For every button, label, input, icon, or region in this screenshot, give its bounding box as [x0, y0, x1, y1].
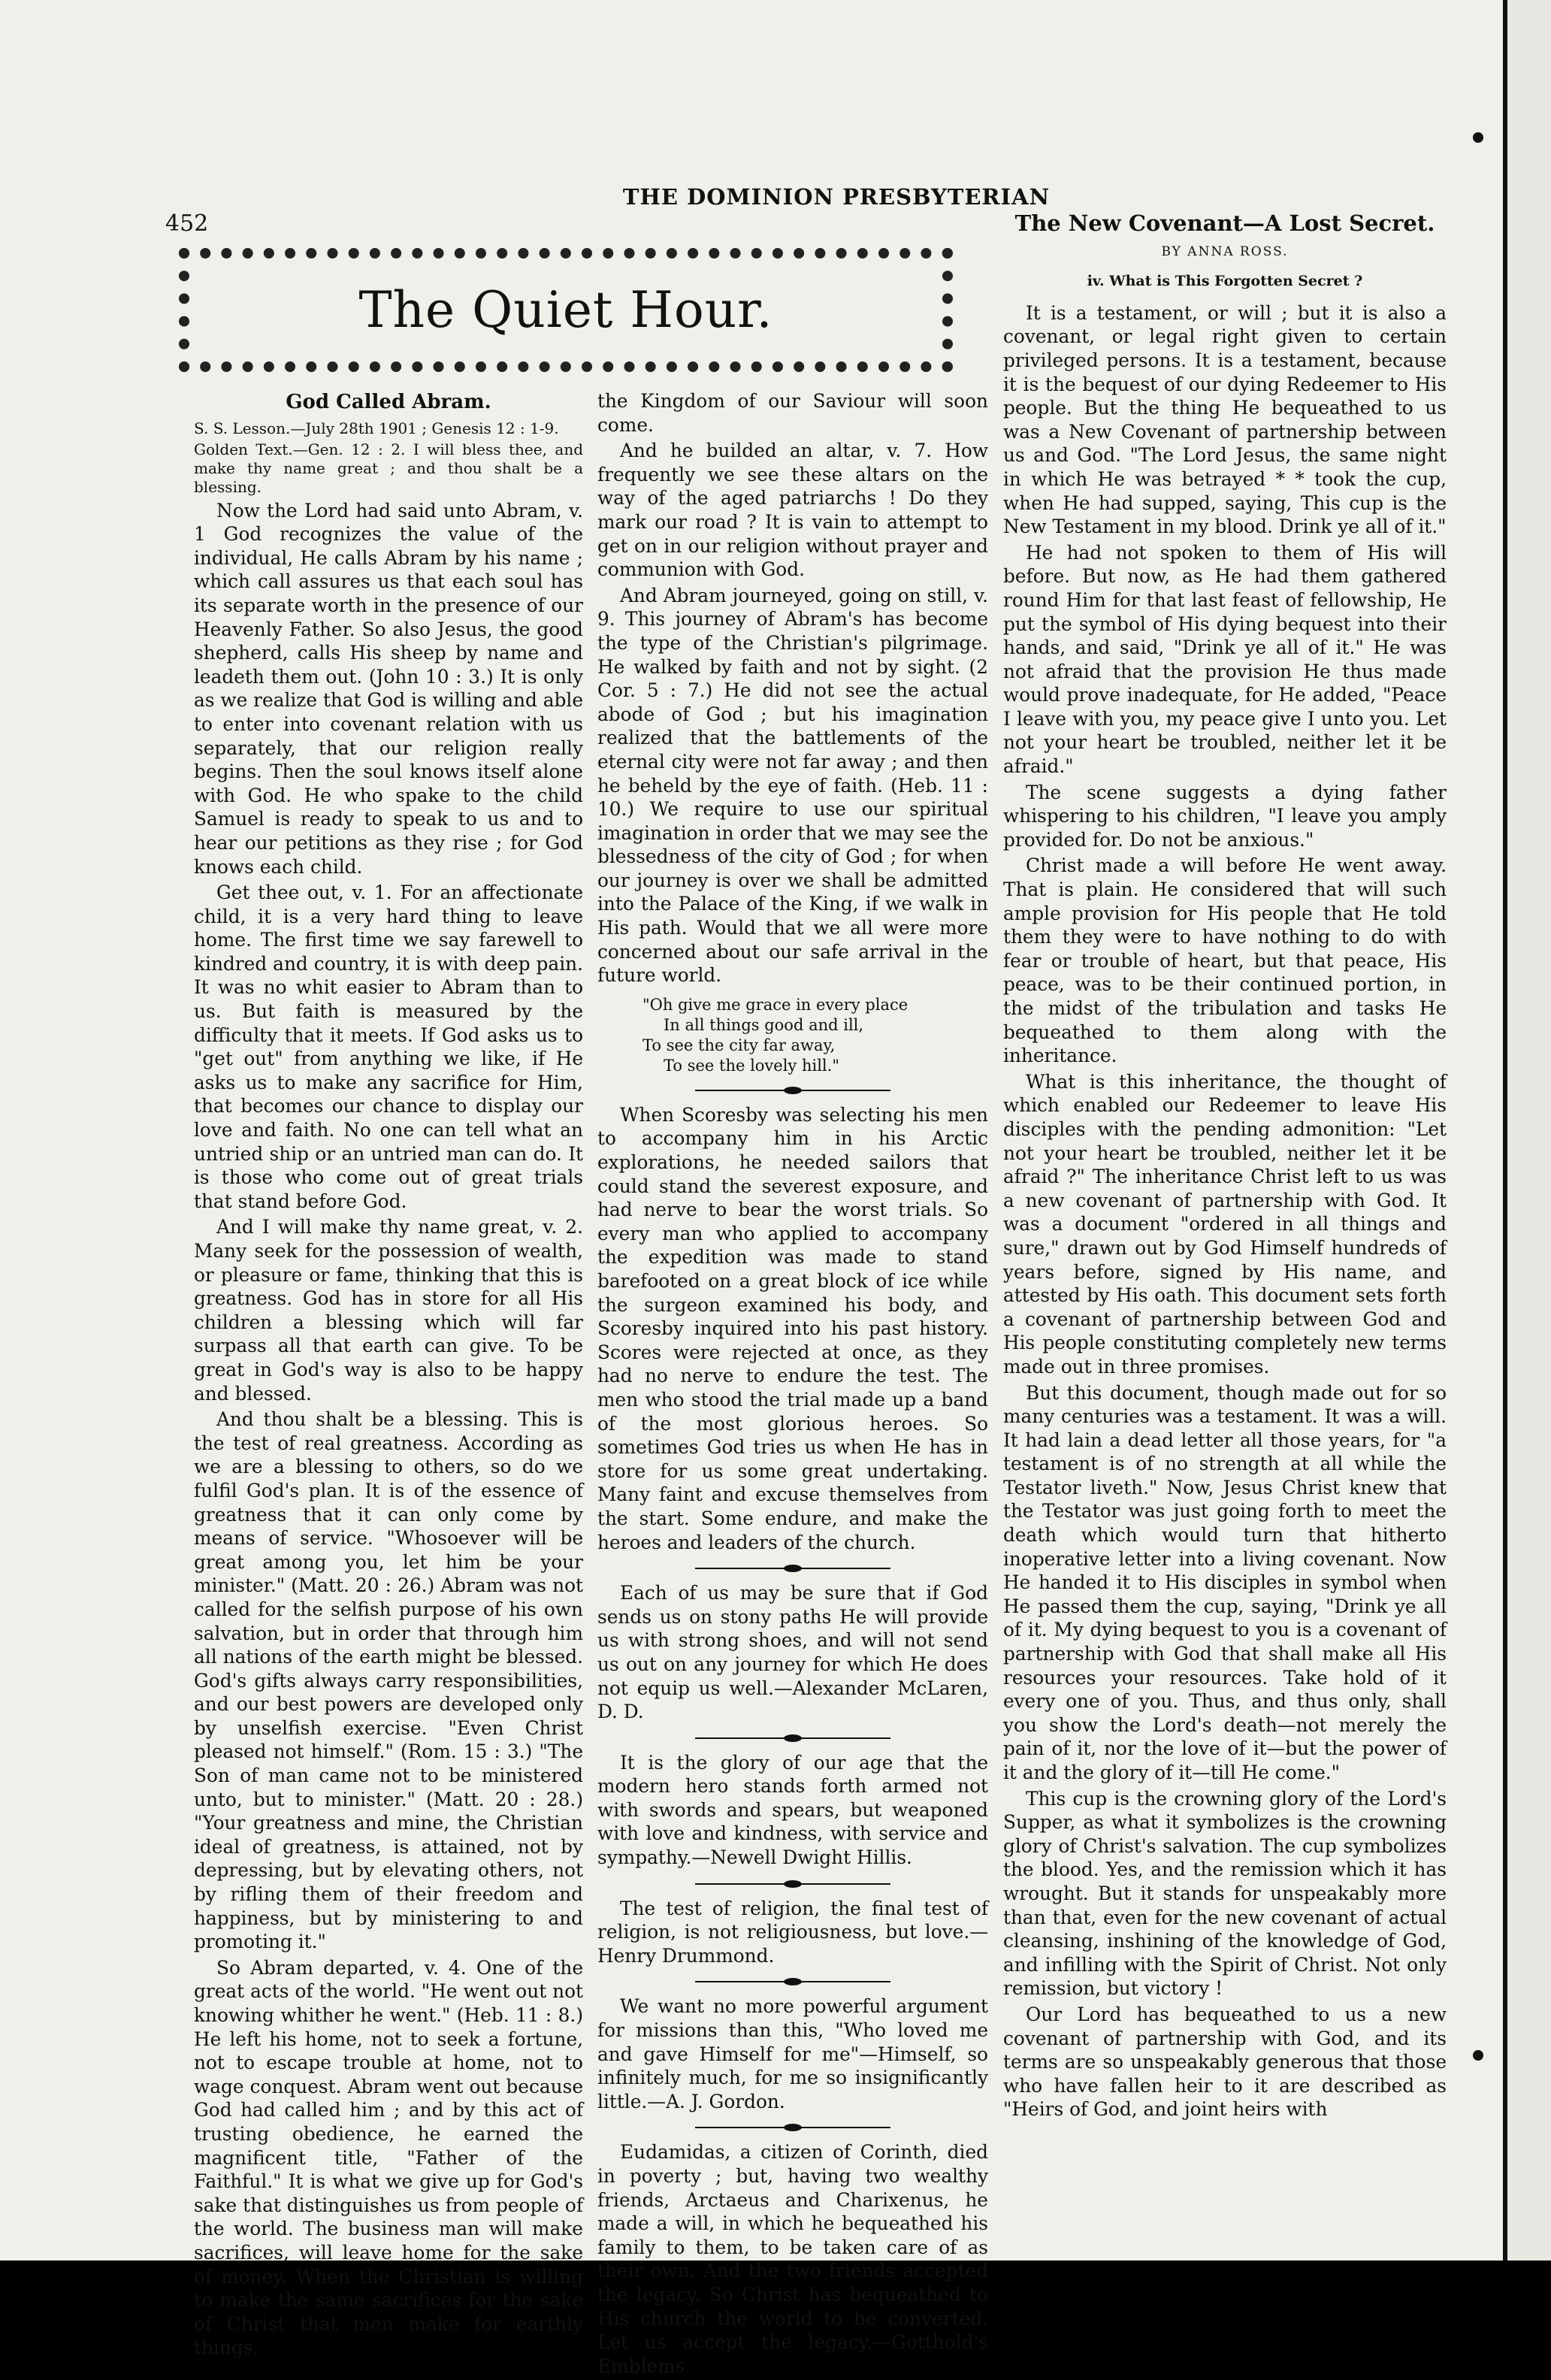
paragraph: And I will make thy name great, v. 2. Many seek for the possession of wealth, or pleasure or fame, thinking that this is greatness. God has in store for all His children a blessing which will far surpass all that earth can give. To be great in God's way is also to be happy and blessed. [194, 1216, 583, 1405]
article-title-god-called-abram: God Called Abram. [286, 391, 491, 413]
paragraph: He had not spoken to them of His will before. But now, as He had them gathered round Him for that last feast of fellowship, He put the symbol of His dying bequest into their hands, and said, "Drink ye all of it." He was not afraid that the provision He thus made would prove inadequate, for He added, "Peace I leave with you, my peace give I unto you. Let not your heart be troubled, neither let it be afraid." [1003, 541, 1447, 778]
column-1 [194, 391, 583, 2362]
paragraph: This cup is the crowning glory of the Lord's Supper, as what it symbolizes is the crowning glory of Christ's salvation. The cup symbolizes the blood. Yes, and the remission which it has wrought. But it stands for unspeakably more than that, even for the new covenant of actual cleansing, inshining of the knowledge of God, and infilling with the Spirit of Christ. Not only remission, but victory ! [1003, 1787, 1447, 2000]
running-head: THE DOMINION PRESBYTERIAN [622, 184, 1051, 210]
poem-line: To see the lovely hill." [664, 1056, 839, 1075]
paragraph: Eudamidas, a citizen of Corinth, died in poverty ; but, having two wealthy friends, Arctaeus and Charixenus, he made a will, in which he bequeathed his family to them, to be taken care of as their own. And the two friends accepted the legacy. So Christ has bequeathed to His church the world to be converted. Let us accept the legacy.—Gotthold's Emblems. [597, 2141, 988, 2377]
section-title: The Quiet Hour. [358, 281, 773, 339]
paragraph: It is a testament, or will ; but it is also a covenant, or legal right given to certain privileged persons. It is a testament, because it is the bequest of our dying Redeemer to His people. But the thing He bequeathed to us was a New Covenant of partnership between us and God. "The Lord Jesus, the same night in which He was betrayed * * took the cup, when He had supped, saying, This cup is the New Testament in my blood. Drink ye all of it." [1003, 301, 1447, 538]
paragraph: Get thee out, v. 1. For an affectionate child, it is a very hard thing to leave home. The first time we say farewell to kindred and country, it is with deep pain. It was no whit easier to Abram than to us. But faith is measured by the difficulty that it meets. If God asks us to "get out" from anything we like, if He asks us to make any sacrifice for Him, that becomes our chance to display our love and faith. No one can tell what an untried ship or an untried man can do. It is those who come out of great trials that stand before God. [194, 882, 583, 1212]
poem-line: "Oh give me grace in every place [642, 995, 909, 1014]
column-2 [597, 389, 988, 2380]
divider-ornament [695, 1090, 890, 1091]
divider-ornament [695, 1883, 890, 1885]
divider-ornament [695, 1737, 890, 1739]
poem [642, 995, 988, 1076]
paragraph: Each of us may be sure that if God sends us on stony paths He will provide us with strong shoes, and will not send us out on any journey for which He does not equip us well.—Alexander McLaren, D. D. [597, 1582, 988, 1723]
scan-edge-strip [1503, 0, 1551, 2261]
paragraph: But this document, though made out for so many centuries was a testament. It was a will. It had lain a dead letter all those years, for "a testament is of no strength at all while the Testator liveth." Now, Jesus Christ knew that the Testator was just going forth to meet the death which would turn that hitherto inoperative letter into a living covenant. Now He handed it to His disciples in symbol when He passed them the cup, saying, "Drink ye all of it. My dying bequest to you is a covenant of partnership with God that shall make all His resources your resources. Take hold of it every one of you. Thus, and thus only, shall you show the Lord's death—not merely the pain of it, nor the love of it—but the power of it and the glory of it—till He come." [1003, 1381, 1447, 1783]
paragraph: the Kingdom of our Saviour will soon come. [597, 390, 988, 436]
divider-ornament [695, 1981, 890, 1982]
paragraph: And Abram journeyed, going on still, v. 9. This journey of Abram's has become the type of the Christian's pilgrimage. He walked by faith and not by sight. (2 Cor. 5 : 7.) He did not see the actual abode of God ; but his imagination realized that the battlements of the eternal city were not far away ; and then he beheld by the eye of faith. (Heb. 11 : 10.) We require to use our spiritual imagination in order that we may see the blessedness of the city of God ; for when our journey is over we shall be admitted into the Palace of the King, if we walk in His path. Would that we all were more concerned about our safe arrival in the future world. [597, 584, 988, 987]
paragraph: We want no more powerful argument for missions than this, "Who loved me and gave Himself for me"—Himself, so infinitely much, for me so insignificantly little.—A. J. Gordon. [597, 1995, 988, 2112]
margin-dot-icon [1473, 2050, 1483, 2061]
paragraph: Now the Lord had said unto Abram, v. 1 God recognizes the value of the individual, He calls Abram by his name ; which call assures us that each soul has its separate worth in the presence of our Heavenly Father. So also Jesus, the good shepherd, calls His sheep by name and leadeth them out. (John 10 : 3.) It is only as we realize that God is willing and able to enter into covenant relation with us separately, that our religion really begins. Then the soul knows itself alone with God. He who spake to the child Samuel is ready to speak to us and to hear our petitions as they rise ; for God knows each child. [194, 499, 584, 878]
paragraph: The scene suggests a dying father whispering to his children, "I leave you amply provided for. Do not be anxious." [1003, 781, 1447, 851]
byline: BY ANNA ROSS. [1161, 243, 1289, 259]
paragraph: The test of religion, the final test of religion, is not religiousness, but love.—Henry Drummond. [597, 1897, 988, 1967]
paragraph: So Abram departed, v. 4. One of the great acts of the world. "He went out not knowing whither he went." (Heb. 11 : 8.) He left his home, not to seek a fortune, not to escape trouble at home, not to wage conquest. Abram went out because God had called him ; and by this act of trusting obedience, he earned the magnificent title, "Father of the Faithful." It is what we give up for God's sake that distinguishes us from people of the world. The business man will make sacrifices, will leave home for the sake of money. When the Christian is willing to make the same sacrifices for the sake of Christ that men make for earthly things, [194, 1956, 583, 2359]
page-number: 452 [165, 210, 209, 237]
paragraph: Our Lord has bequeathed to us a new covenant of partnership with God, and its terms are so unspeakably generous that those who have fallen heir to it are described as "Heirs of God, and joint heirs with [1003, 2003, 1447, 2121]
paragraph: It is the glory of our age that the modern hero stands forth armed not with swords and spears, but weaponed with love and kindness, with service and sympathy.—Newell Dwight Hillis. [597, 1751, 988, 1869]
paragraph: And thou shalt be a blessing. This is the test of real greatness. According as we are a blessing to others, so do we fulfil God's plan. It is of the essence of greatness that it can only come by means of service. "Whosoever will be great among you, let him be your minister." (Matt. 20 : 26.) Abram was not called for the selfish purpose of his own salvation, but in order that through him all nations of the earth might be blessed. God's gifts always carry responsibilities, and our best powers are developed only by unselfish exercise. "Even Christ pleased not himself." (Rom. 15 : 3.) "The Son of man came not to be ministered unto, but to minister." (Matt. 20 : 28.) "Your greatness and mine, the Christian ideal of greatness, is attained, not by depressing, but by elevating others, not by rifling them of their freedom and happiness, but by ministering to and promoting it." [194, 1408, 583, 1953]
paragraph: And he builded an altar, v. 7. How frequently we see these altars on the way of the aged patriarchs ! Do they mark our road ? It is vain to attempt to get on in our religion without prayer and communion with God. [597, 440, 988, 581]
paragraph: Christ made a will before He went away. That is plain. He considered that will such ample provision for His people that He told them they were to have nothing to do with fear or trouble of heart, but that peace, His peace, was to be their continued portion, in the midst of the tribulation and tasks He bequeathed to them along with the inheritance. [1003, 854, 1447, 1067]
column-3 [1003, 212, 1447, 2124]
poem-line: To see the city far away, [642, 1036, 836, 1054]
quiet-hour-banner [179, 248, 953, 372]
poem-line: In all things good and ill, [664, 1015, 864, 1034]
margin-dot-icon [1473, 132, 1483, 143]
subheading: iv. What is This Forgotten Secret ? [1087, 273, 1363, 290]
paragraph: When Scoresby was selecting his men to accompany him in his Arctic explorations, he needed sailors that could stand the severest exposure, and had nerve to bear the worst trials. So every man who applied to accompany the expedition was made to stand barefooted on a great block of ice while the surgeon examined his body, and Scoresby inquired into his past history. Scores were rejected at once, as they had no nerve to endure the test. The men who stood the trial made up a band of the most glorious heroes. So sometimes God tries us when He has in store for us some great undertaking. Many faint and excuse themselves from the start. Some endure, and make the heroes and leaders of the church. [597, 1103, 988, 1553]
paragraph: What is this inheritance, the thought of which enabled our Redeemer to leave His disciples with the pending admonition: "Let not your heart be troubled, neither let it be afraid ?" The inheritance Christ left to us was a new covenant of partnership with God. It was a document "ordered in all things and sure," drawn out by God Himself hundreds of years before, signed by His name, and attested by His oath. This document sets forth a covenant of partnership between God and His people constituting completely new terms made out in three promises. [1003, 1070, 1447, 1377]
divider-ornament [695, 1568, 890, 1569]
golden-text: Golden Text.—Gen. 12 : 2. I will bless thee, and make thy name great ; and thou shalt be a blessing. [194, 440, 583, 496]
article-title-new-covenant: The New Covenant—A Lost Secret. [1014, 210, 1435, 236]
divider-ornament [695, 2127, 890, 2128]
lesson-reference: S. S. Lesson.—July 28th 1901 ; Genesis 12 : 1-9. [194, 419, 559, 437]
